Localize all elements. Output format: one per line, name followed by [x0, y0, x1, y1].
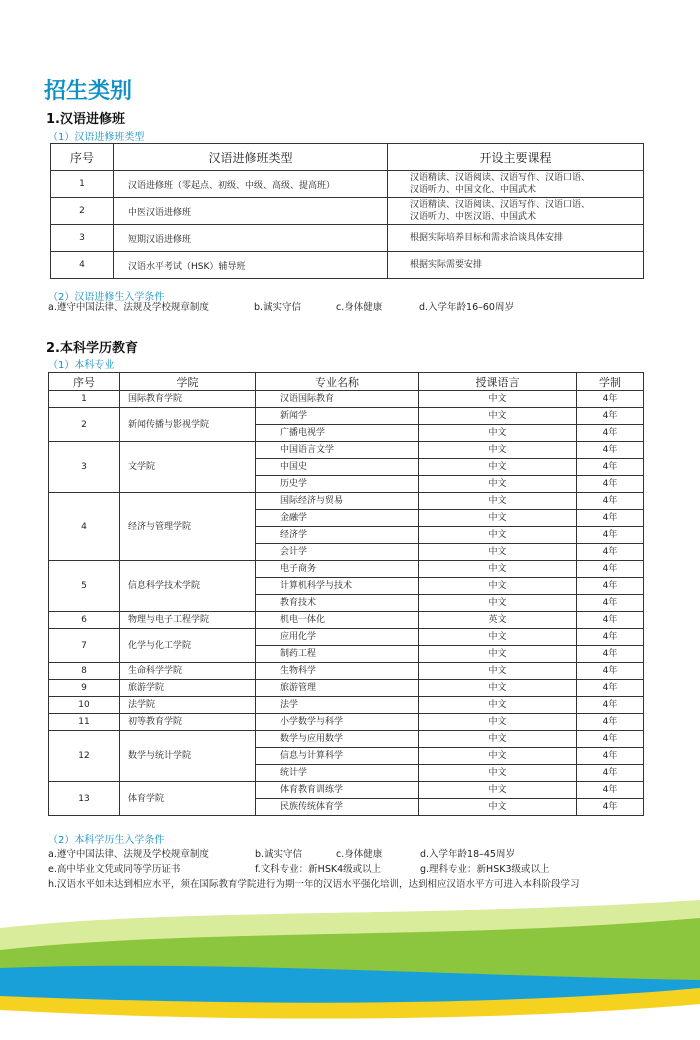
row-number: 3: [49, 442, 120, 493]
table-row: [49, 663, 644, 680]
major-name: 新闻学: [256, 408, 419, 425]
major-name: 中国语言文学: [256, 442, 419, 459]
admission-item: c.身体健康: [336, 302, 383, 313]
major-name: 法学: [256, 697, 419, 714]
section1-types-subtitle: （1）汉语进修班类型: [48, 132, 145, 143]
course-line: 汉语精读、汉语阅读、汉语写作、汉语口语、: [410, 200, 591, 210]
college-name: 新闻传播与影视学院: [120, 408, 256, 442]
course-type: 汉语水平考试（HSK）辅导班: [114, 252, 388, 279]
study-duration: 4年: [577, 680, 644, 697]
study-duration: 4年: [577, 561, 644, 578]
course-list: [388, 198, 644, 225]
teaching-language: 中文: [419, 493, 577, 510]
teaching-language: 中文: [419, 527, 577, 544]
admission-item: e.高中毕业文凭或同等学历证书: [48, 864, 181, 875]
major-name: 中国史: [256, 459, 419, 476]
teaching-language: 中文: [419, 544, 577, 561]
course-type: 中医汉语进修班: [114, 198, 388, 225]
admission-item: h.汉语水平如未达到相应水平，须在国际教育学院进行为期一年的汉语水平强化培训，达到相应汉语水平方可进入本科阶段学习: [48, 879, 580, 890]
table-header-row: [51, 144, 644, 171]
major-name: 国际经济与贸易: [256, 493, 419, 510]
course-line: 根据实际培养目标和需求洽谈具体安排: [410, 233, 564, 243]
teaching-language: 中文: [419, 646, 577, 663]
college-name: 信息科学技术学院: [120, 561, 256, 612]
study-duration: 4年: [577, 595, 644, 612]
course-list: [388, 171, 644, 198]
major-name: 数学与应用数学: [256, 731, 419, 748]
row-number: 6: [49, 612, 120, 629]
row-number: 8: [49, 663, 120, 680]
major-name: 统计学: [256, 765, 419, 782]
teaching-language: 英文: [419, 612, 577, 629]
college-name: 物理与电子工程学院: [120, 612, 256, 629]
row-number: 1: [51, 171, 114, 198]
teaching-language: 中文: [419, 561, 577, 578]
table-row: [49, 561, 644, 578]
table-row: [49, 493, 644, 510]
teaching-language: 中文: [419, 748, 577, 765]
table-row: [49, 697, 644, 714]
header-college: 学院: [120, 373, 256, 391]
teaching-language: 中文: [419, 578, 577, 595]
study-duration: 4年: [577, 493, 644, 510]
teaching-language: 中文: [419, 408, 577, 425]
row-number: 1: [49, 391, 120, 408]
table-row: [49, 408, 644, 425]
admission-item: d.入学年龄16–60周岁: [419, 302, 514, 313]
teaching-language: 中文: [419, 697, 577, 714]
table-row: [49, 782, 644, 799]
major-name: 旅游管理: [256, 680, 419, 697]
admission-item: a.遵守中国法律、法规及学校规章制度: [48, 302, 209, 313]
teaching-language: 中文: [419, 476, 577, 493]
college-name: 经济与管理学院: [120, 493, 256, 561]
header-major: 专业名称: [256, 373, 419, 391]
admission-item: b.诚实守信: [255, 849, 303, 860]
teaching-language: 中文: [419, 731, 577, 748]
study-duration: 4年: [577, 459, 644, 476]
course-line: 汉语听力、中医汉语、中国武术: [410, 212, 537, 222]
college-name: 初等教育学院: [120, 714, 256, 731]
row-number: 13: [49, 782, 120, 816]
major-name: 电子商务: [256, 561, 419, 578]
table-row: [49, 442, 644, 459]
row-number: 11: [49, 714, 120, 731]
study-duration: 4年: [577, 765, 644, 782]
header-no: 序号: [49, 373, 120, 391]
major-name: 信息与计算科学: [256, 748, 419, 765]
table-row: [51, 171, 644, 198]
major-name: 广播电视学: [256, 425, 419, 442]
major-name: 汉语国际教育: [256, 391, 419, 408]
study-duration: 4年: [577, 544, 644, 561]
teaching-language: 中文: [419, 714, 577, 731]
major-name: 计算机科学与技术: [256, 578, 419, 595]
major-name: 体育教育训练学: [256, 782, 419, 799]
table-row: [49, 612, 644, 629]
study-duration: 4年: [577, 578, 644, 595]
teaching-language: 中文: [419, 629, 577, 646]
major-name: 经济学: [256, 527, 419, 544]
study-duration: 4年: [577, 442, 644, 459]
course-line: 汉语精读、汉语阅读、汉语写作、汉语口语、: [410, 173, 591, 183]
teaching-language: 中文: [419, 595, 577, 612]
row-number: 4: [49, 493, 120, 561]
major-name: 生物科学: [256, 663, 419, 680]
teaching-language: 中文: [419, 391, 577, 408]
table-header-row: [49, 373, 644, 391]
admission-item: f.文科专业：新HSK4级或以上: [255, 864, 382, 875]
row-number: 7: [49, 629, 120, 663]
row-number: 10: [49, 697, 120, 714]
study-duration: 4年: [577, 629, 644, 646]
major-name: 历史学: [256, 476, 419, 493]
section2-admission-subtitle: （2）本科学历生入学条件: [48, 835, 165, 846]
table-row: [49, 629, 644, 646]
admission-item: c.身体健康: [336, 849, 383, 860]
row-number: 3: [51, 225, 114, 252]
study-duration: 4年: [577, 748, 644, 765]
college-name: 法学院: [120, 697, 256, 714]
study-duration: 4年: [577, 527, 644, 544]
major-name: 制药工程: [256, 646, 419, 663]
row-number: 5: [49, 561, 120, 612]
header-no: 序号: [51, 144, 114, 171]
table-row: [49, 680, 644, 697]
college-name: 国际教育学院: [120, 391, 256, 408]
study-duration: 4年: [577, 697, 644, 714]
study-duration: 4年: [577, 731, 644, 748]
study-duration: 4年: [577, 612, 644, 629]
admission-item: d.入学年龄18–45周岁: [420, 849, 515, 860]
major-name: 机电一体化: [256, 612, 419, 629]
study-duration: 4年: [577, 799, 644, 816]
major-name: 会计学: [256, 544, 419, 561]
course-list: [388, 252, 644, 279]
row-number: 12: [49, 731, 120, 782]
study-duration: 4年: [577, 782, 644, 799]
teaching-language: 中文: [419, 459, 577, 476]
row-number: 2: [51, 198, 114, 225]
teaching-language: 中文: [419, 680, 577, 697]
study-duration: 4年: [577, 425, 644, 442]
course-type: 汉语进修班（零起点、初级、中级、高级、提高班）: [114, 171, 388, 198]
header-courses: 开设主要课程: [388, 144, 644, 171]
header-language: 授课语言: [419, 373, 577, 391]
major-name: 民族传统体育学: [256, 799, 419, 816]
teaching-language: 中文: [419, 799, 577, 816]
teaching-language: 中文: [419, 510, 577, 527]
course-line: 汉语听力、中国文化、中国武术: [410, 185, 537, 195]
admission-item: b.诚实守信: [254, 302, 302, 313]
study-duration: 4年: [577, 391, 644, 408]
admission-item: g.理科专业：新HSK3级或以上: [420, 864, 550, 875]
row-number: 4: [51, 252, 114, 279]
study-duration: 4年: [577, 646, 644, 663]
table-row: [49, 391, 644, 408]
study-duration: 4年: [577, 510, 644, 527]
header-duration: 学制: [577, 373, 644, 391]
teaching-language: 中文: [419, 442, 577, 459]
college-name: 生命科学学院: [120, 663, 256, 680]
course-type: 短期汉语进修班: [114, 225, 388, 252]
table-row: [49, 731, 644, 748]
section1-admission-subtitle: （2）汉语进修生入学条件: [48, 292, 165, 303]
major-name: 小学数学与科学: [256, 714, 419, 731]
study-duration: 4年: [577, 663, 644, 680]
language-course-table: [50, 143, 644, 279]
study-duration: 4年: [577, 408, 644, 425]
major-name: 应用化学: [256, 629, 419, 646]
teaching-language: 中文: [419, 765, 577, 782]
section2-majors-subtitle: （1）本科专业: [48, 360, 115, 371]
section2-title: 2.本科学历教育: [46, 341, 138, 356]
teaching-language: 中文: [419, 782, 577, 799]
course-list: [388, 225, 644, 252]
header-type: 汉语进修班类型: [114, 144, 388, 171]
college-name: 化学与化工学院: [120, 629, 256, 663]
study-duration: 4年: [577, 476, 644, 493]
table-row: [51, 198, 644, 225]
table-row: [49, 714, 644, 731]
major-name: 教育技术: [256, 595, 419, 612]
course-line: 根据实际需要安排: [410, 260, 483, 270]
page-title: 招生类别: [44, 79, 133, 104]
teaching-language: 中文: [419, 425, 577, 442]
table-row: [51, 225, 644, 252]
row-number: 2: [49, 408, 120, 442]
admission-item: a.遵守中国法律、法规及学校规章制度: [48, 849, 209, 860]
teaching-language: 中文: [419, 663, 577, 680]
undergraduate-majors-table: [48, 372, 644, 816]
college-name: 体育学院: [120, 782, 256, 816]
major-name: 金融学: [256, 510, 419, 527]
row-number: 9: [49, 680, 120, 697]
table-row: [51, 252, 644, 279]
college-name: 数学与统计学院: [120, 731, 256, 782]
college-name: 文学院: [120, 442, 256, 493]
study-duration: 4年: [577, 714, 644, 731]
college-name: 旅游学院: [120, 680, 256, 697]
decorative-wave-footer: [0, 888, 700, 1040]
section1-title: 1.汉语进修班: [46, 112, 125, 127]
